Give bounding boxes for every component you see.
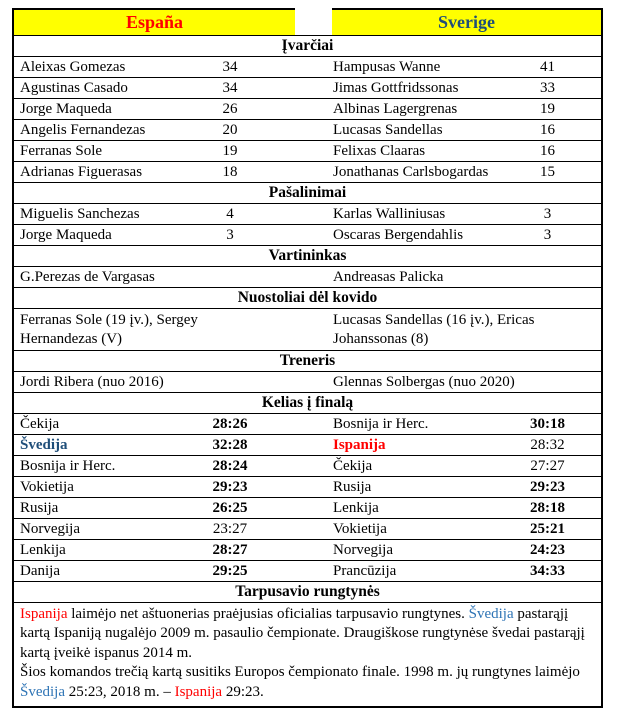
right-opponent: Ispanija: [333, 436, 386, 453]
head-to-head-paragraph-1: Ispanija laimėjo net aštuonerias praėjusias oficialias tarpusavio rungtynes. Švedija pastarąjį kartą Ispaniją nugalėjo 2009 m. pasaulio čempionate. Draugiškose rungtynėse švedai pastarąjį kartą įveikė ispanus 2014 m.: [20, 606, 585, 661]
right-team-name: Sverige: [332, 8, 601, 35]
spain-label: Ispanija: [20, 606, 68, 622]
left-opponent: Norvegija: [20, 520, 80, 537]
left-score: 28:24: [212, 457, 248, 474]
table-row: [14, 434, 601, 455]
table-row: [14, 119, 601, 140]
right-goalkeeper: Andreasas Palicka: [333, 268, 444, 285]
team-header-band: [14, 8, 601, 35]
left-player-value: 19: [222, 142, 238, 159]
left-player-value: 34: [222, 79, 238, 96]
left-player-value: 4: [226, 205, 234, 222]
right-opponent: Rusija: [333, 478, 372, 495]
left-player-name: Adrianas Figuerasas: [20, 163, 143, 180]
right-player-value: 16: [540, 142, 555, 159]
right-player-value: 3: [543, 205, 552, 222]
right-player-value: 19: [540, 100, 555, 117]
right-opponent: Prancūzija: [333, 562, 397, 579]
right-player-value: 15: [540, 163, 555, 180]
right-score: 28:32: [530, 436, 565, 453]
head-to-head-paragraph-2: Šios komandos trečią kartą susitiks Europos čempionato finale. 1998 m. jų rungtynes laimėjo Švedija 25:23, 2018 m. – Ispanija 29:23.: [20, 664, 580, 700]
left-score: 29:25: [212, 562, 248, 579]
right-player-value: 3: [543, 226, 552, 243]
left-opponent: Lenkija: [20, 541, 66, 558]
right-opponent: Čekija: [333, 457, 373, 474]
right-opponent: Bosnija ir Herc.: [333, 415, 429, 432]
table-row: [14, 56, 601, 77]
right-player-name: Felixas Claaras: [333, 142, 426, 159]
table-row: [14, 308, 601, 350]
section-title-coach: Treneris: [14, 350, 601, 371]
sweden-label: Švedija: [20, 683, 65, 700]
left-player-name: Aleixas Gomezas: [20, 58, 126, 75]
table-row: [14, 476, 601, 497]
sweden-label: Švedija: [468, 606, 514, 622]
right-opponent: Vokietija: [333, 520, 387, 537]
header-gap: [295, 8, 332, 35]
right-score: 27:27: [530, 457, 565, 474]
right-player-name: Karlas Walliniusas: [333, 205, 446, 222]
left-opponent: Rusija: [20, 499, 59, 516]
right-coach: Glennas Solbergas (nuo 2020): [333, 373, 515, 390]
right-player-name: Jimas Gottfridssonas: [333, 79, 459, 96]
left-player-name: Agustinas Casado: [20, 79, 128, 96]
right-score: 29:23: [530, 478, 565, 495]
table-row: [14, 140, 601, 161]
left-team-name: España: [14, 8, 295, 35]
table-row: [14, 371, 601, 392]
table-row: [14, 266, 601, 287]
right-score: 34:33: [530, 562, 565, 579]
table-row: [14, 77, 601, 98]
right-player-name: Hampusas Wanne: [333, 58, 441, 75]
right-player-name: Jonathanas Carlsbogardas: [333, 163, 489, 180]
right-covid-losses: Lucasas Sandellas (16 įv.), Ericas Johanssonas (8): [333, 311, 535, 347]
table-row: [14, 455, 601, 476]
left-player-name: Jorge Maqueda: [20, 226, 112, 243]
right-player-name: Lucasas Sandellas: [333, 121, 443, 138]
left-player-value: 18: [222, 163, 238, 180]
section-title-covid: Nuostoliai dėl kovido: [14, 287, 601, 308]
left-score: 28:27: [212, 541, 248, 558]
left-goalkeeper: G.Perezas de Vargasas: [20, 268, 155, 285]
left-player-name: Ferranas Sole: [20, 142, 103, 159]
left-player-value: 34: [222, 58, 238, 75]
left-score: 29:23: [212, 478, 248, 495]
head-to-head-text: [14, 602, 601, 706]
spain-label: Ispanija: [174, 683, 223, 700]
table-row: [14, 518, 601, 539]
left-opponent: Vokietija: [20, 478, 74, 495]
section-title-goals: Įvarčiai: [14, 35, 601, 56]
table-row: [14, 203, 601, 224]
section-title-goalkeeper: Vartininkas: [14, 245, 601, 266]
table-row: [14, 539, 601, 560]
left-player-value: 3: [226, 226, 234, 243]
left-opponent: Čekija: [20, 415, 60, 432]
right-score: 28:18: [530, 499, 565, 516]
left-covid-losses: Ferranas Sole (19 įv.), Sergey Hernandezas (V): [20, 311, 198, 347]
left-player-name: Angelis Fernandezas: [20, 121, 146, 138]
left-score: 23:27: [212, 520, 248, 537]
left-score: 28:26: [212, 415, 248, 432]
left-coach: Jordi Ribera (nuo 2016): [20, 373, 164, 390]
right-score: 30:18: [530, 415, 565, 432]
right-player-name: Oscaras Bergendahlis: [333, 226, 464, 243]
table-row: [14, 161, 601, 182]
table-row: [14, 560, 601, 581]
right-opponent: Norvegija: [333, 541, 393, 558]
right-score: 24:23: [530, 541, 565, 558]
right-opponent: Lenkija: [333, 499, 379, 516]
left-player-value: 20: [222, 121, 238, 138]
left-score: 32:28: [212, 436, 248, 453]
section-title-suspensions: Pašalinimai: [14, 182, 601, 203]
section-title-head-to-head: Tarpusavio rungtynės: [14, 581, 601, 602]
right-score: 25:21: [530, 520, 565, 537]
comparison-table: [12, 8, 603, 708]
right-player-value: 16: [540, 121, 555, 138]
table-row: [14, 224, 601, 245]
left-score: 26:25: [212, 499, 248, 516]
left-player-name: Miguelis Sanchezas: [20, 205, 140, 222]
right-player-value: 41: [540, 58, 555, 75]
left-opponent: Švedija: [20, 436, 68, 453]
left-opponent: Danija: [20, 562, 60, 579]
table-row: [14, 413, 601, 434]
table-row: [14, 497, 601, 518]
left-opponent: Bosnija ir Herc.: [20, 457, 116, 474]
left-player-name: Jorge Maqueda: [20, 100, 112, 117]
right-player-value: 33: [540, 79, 555, 96]
table-row: [14, 98, 601, 119]
left-player-value: 26: [222, 100, 238, 117]
right-player-name: Albinas Lagergrenas: [333, 100, 458, 117]
section-title-road-to-final: Kelias į finalą: [14, 392, 601, 413]
